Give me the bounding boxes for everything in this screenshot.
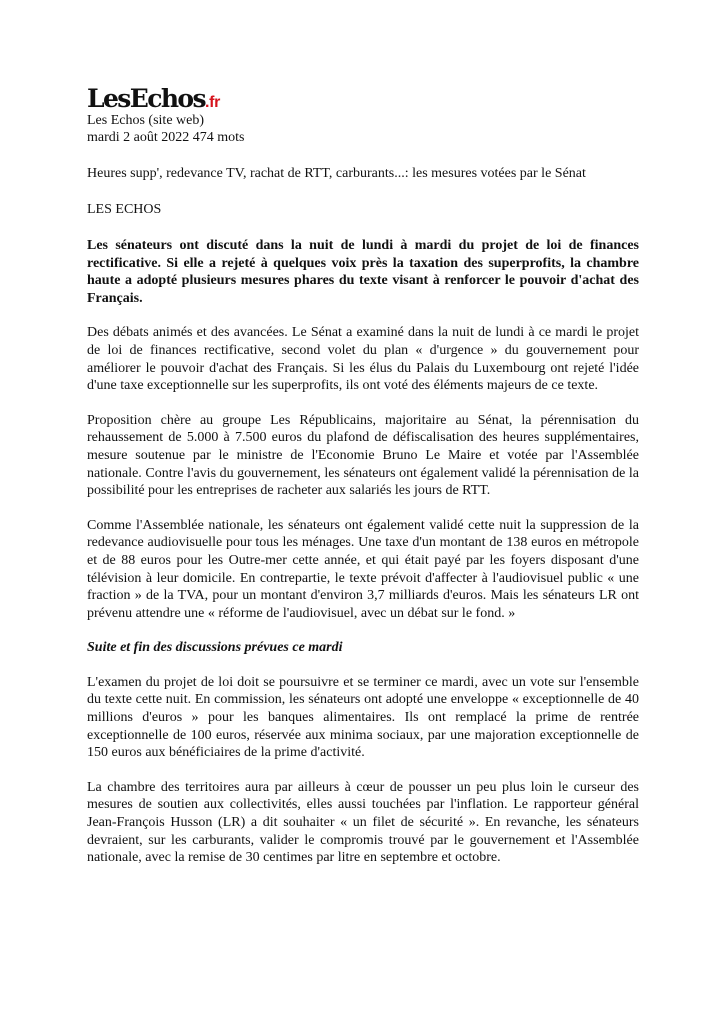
section-subheading: Suite et fin des discussions prévues ce mardi	[87, 640, 343, 656]
publication-date: mardi 2 août 2022 474 mots	[87, 130, 245, 145]
article-source: LES ECHOS	[87, 202, 162, 217]
les-echos-logo	[87, 86, 639, 112]
paragraph-5: La chambre des territoires aura par ailleurs à cœur de pousser un peu plus loin le curseur des mesures de soutien aux collectivités, elles aussi touchées par l'inflation. Le rapporteur général Jean-François Husson (LR) a dit souhaiter « un filet de sécurité ». En revanche, les sénateurs devraient, sur les carburants, valider le compromis trouvé par le gouvernement et l'Assemblée nationale, avec la remise de 30 centimes par litre en septembre et octobre.	[87, 779, 639, 866]
article-page	[87, 86, 639, 867]
logo-wordmark: LesEchos	[87, 84, 205, 113]
paragraph-4: L'examen du projet de loi doit se poursuivre et se terminer ce mardi, avec un vote sur l'ensemble du texte cette nuit. En commission, les sénateurs ont adopté une enveloppe « exceptionnelle de 40 millions d'euros » pour les banques alimentaires. Ils ont remplacé la prime de rentrée exceptionnelle de 100 euros, réservée aux minima sociaux, par une majoration exceptionnelle de 150 euros aux bénéficiaires de la prime d'activité.	[87, 674, 639, 761]
logo-suffix: .fr	[204, 94, 221, 111]
paragraph-3: Comme l'Assemblée nationale, les sénateurs ont également validé cette nuit la suppression de la redevance audiovisuelle pour tous les ménages. Une taxe d'un montant de 138 euros en métropole et de 88 euros pour les Outre-mer cette année, et qui était payé par les foyers disposant d'une télévision à leur domicile. En contrepartie, le texte prévoit d'affecter à l'audiovisuel public « une fraction » de la TVA, pour un montant d'environ 3,7 milliards d'euros. Mais les sénateurs LR ont prévenu attendre une « réforme de l'audiovisuel, avec un débat sur le fond. »	[87, 517, 639, 621]
article-headline: Heures supp', redevance TV, rachat de RTT, carburants...: les mesures votées par le Sénat	[87, 166, 586, 181]
publication-source: Les Echos (site web)	[87, 113, 205, 128]
article-lead: Les sénateurs ont discuté dans la nuit de lundi à mardi du projet de loi de finances rectificative. Si elle a rejeté à quelques voix près la taxation des superprofits, la chambre haute a adopté plusieurs mesures phares du texte visant à renforcer le pouvoir d'achat des Français.	[87, 238, 639, 306]
paragraph-2: Proposition chère au groupe Les Républicains, majoritaire au Sénat, la pérennisation du rehaussement de 5.000 à 7.500 euros du plafond de défiscalisation des heures supplémentaires, mesure soutenue par le ministre de l'Economie Bruno Le Maire et votée par l'Assemblée nationale. Contre l'avis du gouvernement, les sénateurs ont également validé la pérennisation de la possibilité pour les entreprises de racheter aux salariés les jours de RTT.	[87, 412, 639, 499]
paragraph-1: Des débats animés et des avancées. Le Sénat a examiné dans la nuit de lundi à ce mardi le projet de loi de finances rectificative, second volet du plan « d'urgence » du gouvernement pour améliorer le pouvoir d'achat des Français. Si les élus du Palais du Luxembourg ont rejeté l'idée d'une taxe exceptionnelle sur les superprofits, ils ont voté des éléments majeurs de ce texte.	[87, 325, 639, 394]
